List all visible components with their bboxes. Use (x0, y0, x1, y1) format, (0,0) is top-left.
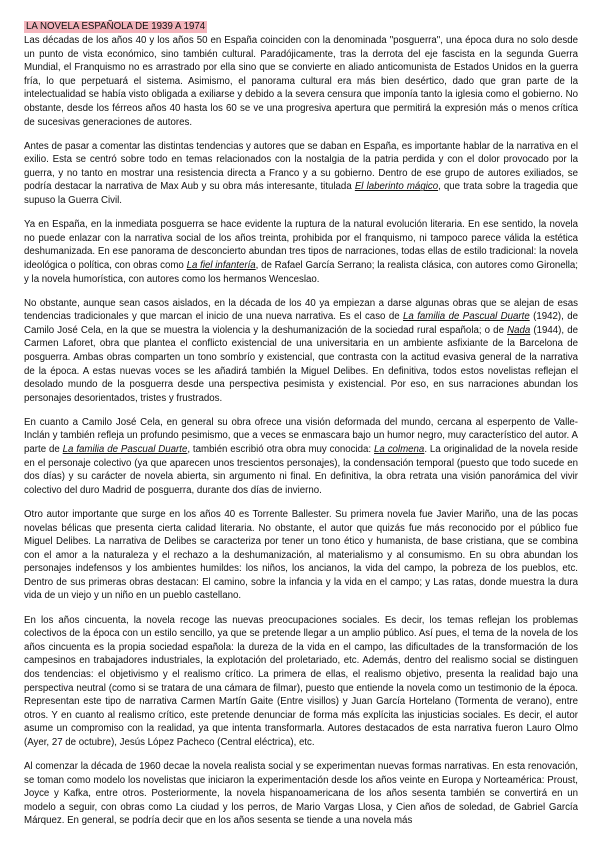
work-title: La familia de Pascual Duarte (62, 444, 188, 456)
work-title: El laberinto mágico (354, 181, 439, 193)
paragraph (24, 34, 578, 129)
work-title: La colmena (374, 444, 425, 456)
paragraph (24, 614, 578, 750)
paragraph-text: . La originalidad de la novela reside en el personaje colectivo (ya que aparecen unos trescientos personajes), la condensación temporal (puesto que todo sucede en dos días) y su carácter de novela abierta, sin argumento ni final. En definitiva, la obra retrata una visión panorámica del vivir colectivo del duro Madrid de posguerra, durante dos días de invierno. (24, 444, 578, 496)
paragraph (24, 218, 578, 286)
paragraph (24, 140, 578, 208)
paragraph-text: (1944), de Carmen Laforet, obra que plantea el conflicto existencial de una universitaria en un ambiente asfixiante de la Barcelona de posguerra. Ambas obras comparten un tono sombrío y existencial, que contrasta con la actitud evasiva general de la narrativa de la época. A estas nuevas voces se les añadirá también la Miguel Delibes. En definitiva, todos estos novelistas reflejan el desolado mundo de la posguerra desde una perspectiva pesimista y existencial. Por eso, en sus narraciones abundan los personajes desorientados, tristes y frustrados. (24, 324, 578, 404)
paragraph-text: , de Rafael García Serrano; la realista clásica, con autores como Gironella; y la novela humorística, con autores como los hermanos Wenceslao. (24, 259, 578, 285)
paragraph-text: Al comenzar la década de 1960 decae la novela realista social y se experimentan nuevas formas narrativas. En esta renovación, se toman como modelo los novelistas que iniciaron la experimentación desde los años veinte en Europa y Norteamérica: Proust, Joyce y Kafka, entre otros. Posteriormente, la novela hispanoamericana de los años sesenta también se convertirá en un modelo a seguir, con obras como La ciudad y los perros, de Mario Vargas Llosa, y Cien años de soledad, de Gabriel García Márquez. En general, se podría decir que en los años sesenta se tiende a una novela más (24, 761, 578, 827)
paragraph-text: No obstante, aunque sean casos aislados, en la década de los 40 ya empiezan a darse algunas obras que se alejan de esas tendencias tradicionales y que marcan el inicio de una nueva narrativa. Es el caso de (24, 297, 578, 323)
paragraph (24, 297, 578, 406)
paragraph (24, 416, 578, 498)
document-body (24, 34, 578, 828)
work-title: La familia de Pascual Duarte (403, 311, 530, 323)
paragraph-text: Ya en España, en la inmediata posguerra se hace evidente la ruptura de la natural evolución literaria. En ese sentido, la novela no puede enlazar con la narrativa social de los años treinta, prohibida por el franquismo, ni tampoco parece válida la estética deshumanizada. En ese panorama de desconcierto abundan tres tipos de narraciones, todas ellas de estilo tradicional: la novela ideológica o política, con obras como (24, 219, 578, 271)
paragraph-text: Antes de pasar a comentar las distintas tendencias y autores que se daban en España, es importante hablar de la narrativa en el exilio. Esta se centró sobre todo en temas relacionados con la nostalgia de la patria perdida y con el dolor provocado por la guerra, y no tanto en mostrar una resistencia directa a Franco y a su gobierno. Dentro de ese grupo de autores exiliados, se podría destacar la narrativa de Max Aub y su obra más interesante, titulada (24, 140, 578, 193)
document-title: LA NOVELA ESPAÑOLA DE 1939 A 1974 (26, 21, 206, 32)
paragraph-text: , también escribió otra obra muy conocida: (187, 444, 375, 456)
paragraph-text: En los años cincuenta, la novela recoge las nuevas preocupaciones sociales. Es decir, los temas reflejan los problemas colectivos de la época con un estilo sencillo, ya que se pretende llegar a un amplio público. Así pues, el tema de la novela de los años cincuenta es la propia sociedad española: la dureza de la vida en el campo, las dificultades de la transformación de los campesinos en trabajadores industriales, la explotación del proletariado, etc. Además, dentro del realismo social se distinguen dos tendencias: el objetivismo y el realismo crítico. La primera de ellas, el realismo objetivo, presenta la realidad bajo una perspectiva neutral (como si se tratara de una cámara de filmar), puesto que entiende la novela como un testimonio de la época. Representan este tipo de narrativa Carmen Martín Gaite (Entre visillos) y Juan García Hortelano (Tormenta de verano), entre otros. Y en cuanto al realismo crítico, este pretende denunciar de forma más explícita las injusticias sociales. Es decir, el autor asume un compromiso con la realidad, ya que intenta transformarla. Autores destacados de esta narrativa fueron Lauro Olmo (Ayer, 27 de octubre), Jesús López Pacheco (Central eléctrica), etc. (24, 614, 578, 748)
paragraph-text: , que trata sobre la tragedia que supuso la Guerra Civil. (24, 181, 579, 207)
paragraph-text: Otro autor importante que surge en los años 40 es Torrente Ballester. Su primera novela fue Javier Mariño, una de las pocas novelas bélicas que presenta cierta calidad literaria. No obstante, el autor que quizás fue más reconocido por el público fue Miguel Delibes. La narrativa de Delibes se caracteriza por tener un tono ético y humanista, de base cristiana, que se combina con el amor a la naturaleza y el rechazo a la deshumanización, al materialismo y al consumismo. En su obra abundan los personajes indefensos y los ambientes humildes: los niños, los ancianos, la vida del campo, la pobreza de los pueblos, etc. Dentro de sus primeras obras destacan: El camino, sobre la infancia y la vida en el campo; y Las ratas, donde muestra la dura vida de un viejo y un niño en un pueblo castellano. (24, 508, 578, 602)
paragraph (24, 760, 578, 828)
work-title: La fiel infantería (186, 259, 256, 271)
paragraph-text: Las décadas de los años 40 y los años 50 en España coinciden con la denominada "posguerra", una época dura no solo desde un punto de vista económico, sino también cultural. Paradójicamente, tras la derrota del eje fascista en la segunda Guerra Mundial, el Franquismo no es arrastrado por ella sino que se convierte en aliado anticomunista de Estados Unidos en la guerra fría, lo que perpetuará el sistema. Asimismo, el panorama cultural era más bien desértico, dado que gran parte de la intelectualidad se había visto obligada a exiliarse y debido a la severa censura que imponía tanto la iglesia como el gobierno. No obstante, desde los férreos años 40 hasta los 60 se ve una progresiva apertura que permitirá la expresión más o menos crítica de sucesivas generaciones de autores. (24, 35, 578, 128)
paragraph-text: (1942), de Camilo José Cela, en la que se muestra la violencia y la deshumanización de la sociedad rural española; o de (24, 311, 578, 336)
paragraph (24, 508, 578, 603)
paragraph-text: En cuanto a Camilo José Cela, en general su obra ofrece una visión deformada del mundo, cercana al esperpento de Valle-Inclán y también refleja un profundo pesimismo, que a veces se enmascara bajo un humor negro, muy característico del autor. A parte de (24, 416, 578, 456)
work-title: Nada (507, 324, 531, 336)
